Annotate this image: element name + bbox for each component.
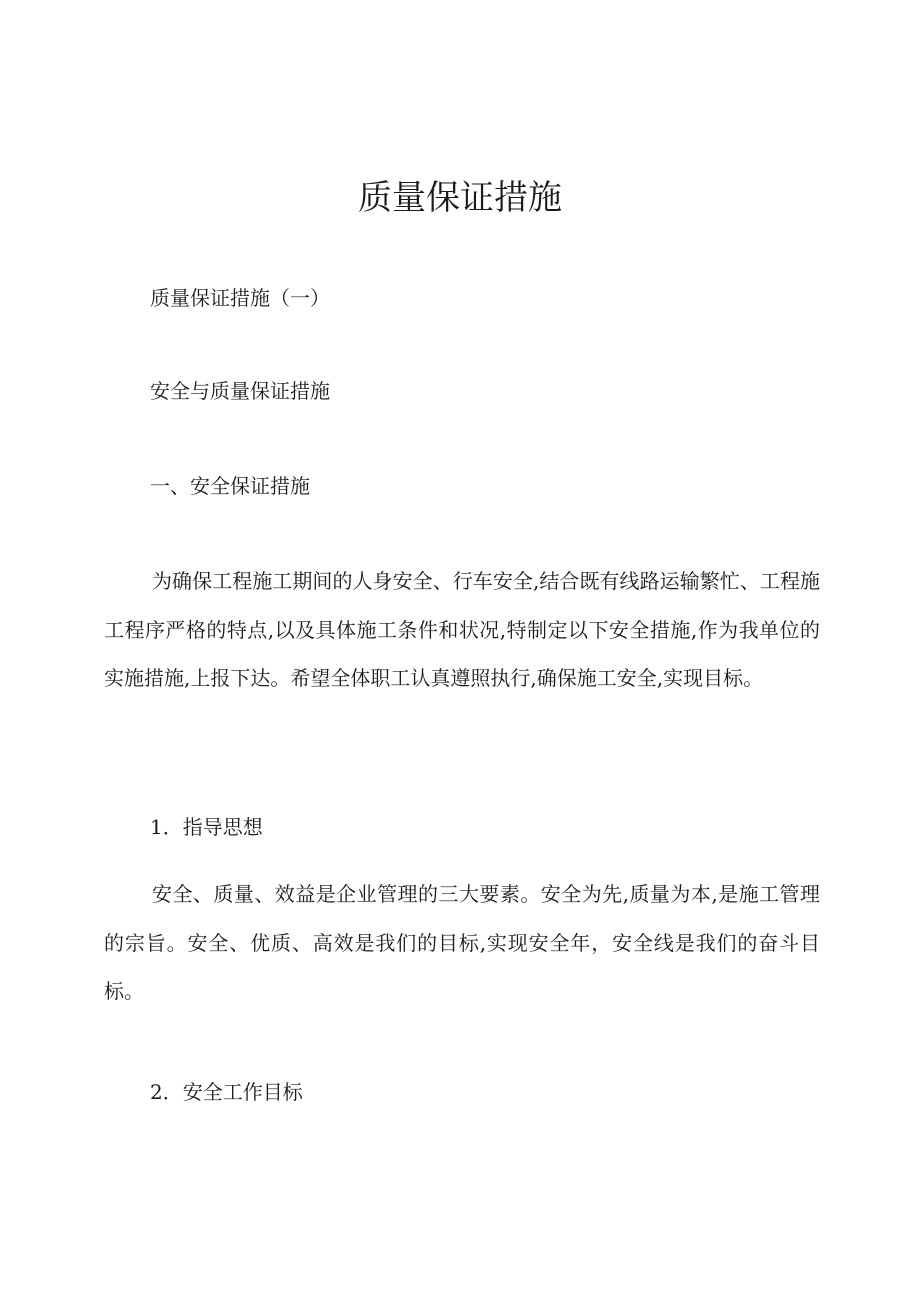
section-heading: 安全与质量保证措施 xyxy=(150,379,330,403)
item-one-paragraph: 安全、质量、效益是企业管理的三大要素。安全为先,质量为本,是施工管理的宗旨。安全、优质、高效是我们的目标,实现安全年，安全线是我们的奋斗目标。 xyxy=(104,882,820,1003)
document-subtitle: 质量保证措施（一） xyxy=(150,286,330,310)
intro-paragraph: 为确保工程施工期间的人身安全、行车安全,结合既有线路运输繁忙、工程施工程序严格的特点,以及具体施工条件和状况,特制定以下安全措施,作为我单位的实施措施,上报下达。希望全体职工认真遵照执行,确保施工安全,实现目标。 xyxy=(104,569,820,690)
document-title: 质量保证措施 xyxy=(358,178,562,218)
part-one-heading: 一、安全保证措施 xyxy=(150,474,310,498)
item-two-heading: 2．安全工作目标 xyxy=(150,1080,303,1104)
item-one-heading: 1．指导思想 xyxy=(150,815,263,839)
